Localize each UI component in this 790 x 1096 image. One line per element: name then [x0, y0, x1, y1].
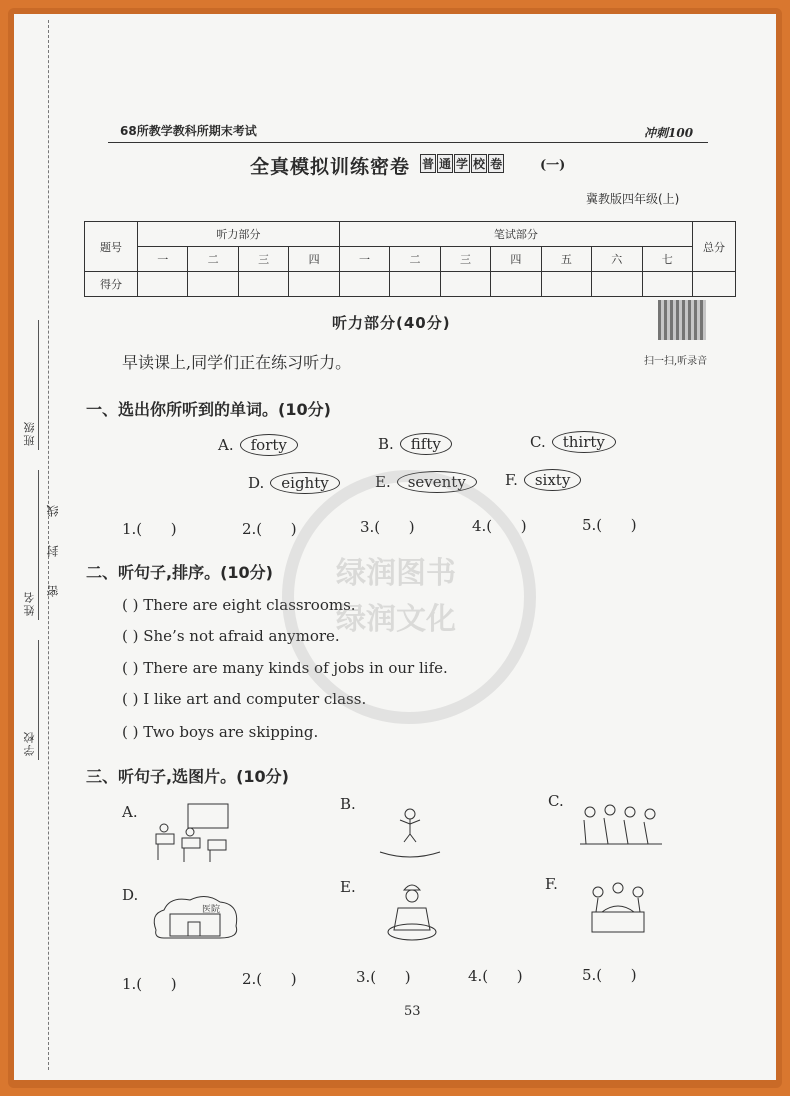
- seal-word: 封: [46, 545, 60, 557]
- score-cell[interactable]: [138, 272, 188, 297]
- col-head: 一: [138, 247, 188, 272]
- title-tag: (一): [540, 158, 566, 173]
- seal-word: 线: [46, 505, 60, 517]
- class-label: 班级: [23, 420, 36, 446]
- score-cell[interactable]: [289, 272, 339, 297]
- ordering-sentence[interactable]: ( ) She’s not afraid anymore.: [122, 627, 340, 645]
- section1-heading: 一、选出你所听到的单词。(10分): [86, 400, 331, 419]
- section3-heading: 三、听句子,选图片。(10分): [86, 767, 289, 786]
- option-letter: D.: [248, 474, 265, 492]
- col-head: 七: [642, 247, 692, 272]
- answer-blank-2[interactable]: 2.( ): [242, 970, 297, 988]
- party-picture[interactable]: [578, 878, 658, 940]
- name-label: 姓名: [23, 590, 36, 616]
- qr-code-icon[interactable]: [658, 300, 706, 340]
- option-letter: F.: [505, 471, 518, 489]
- ordering-sentence[interactable]: ( ) I like art and computer class.: [122, 690, 367, 708]
- total-head: 总分: [693, 222, 736, 272]
- option-word: sixty: [524, 469, 581, 491]
- col-head: 一: [339, 247, 389, 272]
- col-head: 三: [440, 247, 490, 272]
- option-word: thirty: [552, 431, 616, 453]
- score-cell[interactable]: [491, 272, 541, 297]
- option-d[interactable]: [248, 472, 340, 494]
- option-c[interactable]: [530, 431, 616, 453]
- score-table: [84, 221, 736, 297]
- option-b[interactable]: [378, 433, 452, 455]
- title-box: 学: [454, 154, 470, 173]
- score-cell[interactable]: [339, 272, 389, 297]
- name-line: [38, 470, 39, 620]
- col-head: 二: [188, 247, 238, 272]
- answer-blank-5[interactable]: 5.( ): [582, 966, 637, 984]
- title-box: 卷: [488, 154, 504, 173]
- seal-word: 密: [46, 585, 60, 597]
- brand-mark: 冲刺100: [644, 126, 694, 140]
- option-letter: C.: [530, 433, 546, 451]
- answer-blank-4[interactable]: 4.( ): [468, 967, 523, 985]
- picture-label: D.: [122, 886, 139, 904]
- score-cell[interactable]: [642, 272, 692, 297]
- score-cell[interactable]: [390, 272, 440, 297]
- classroom-picture[interactable]: [148, 800, 238, 865]
- picture-label: C.: [548, 792, 564, 810]
- option-a[interactable]: [218, 434, 298, 456]
- picture-label: B.: [340, 795, 356, 813]
- listening-part-head: 听力部分: [138, 222, 340, 247]
- page-number: 53: [404, 1004, 421, 1019]
- col-head: 三: [238, 247, 288, 272]
- skipping-picture[interactable]: [370, 802, 450, 862]
- exam-title: 全真模拟训练密卷: [250, 156, 411, 178]
- col-head: 四: [289, 247, 339, 272]
- answer-blank-5[interactable]: 5.( ): [582, 516, 637, 534]
- option-word: forty: [240, 434, 298, 456]
- ordering-sentence[interactable]: ( ) Two boys are skipping.: [122, 723, 319, 741]
- picture-label: F.: [545, 875, 558, 893]
- answer-blank-1[interactable]: 1.( ): [122, 520, 177, 538]
- answer-blank-1[interactable]: 1.( ): [122, 975, 177, 993]
- col-head: 四: [491, 247, 541, 272]
- score-cell[interactable]: [592, 272, 642, 297]
- answer-blank-3[interactable]: 3.( ): [360, 518, 415, 536]
- series-title: 68所教学教科所期末考试: [120, 124, 257, 138]
- ordering-sentence[interactable]: ( ) There are many kinds of jobs in our life.: [122, 659, 448, 677]
- hospital-picture[interactable]: [150, 890, 242, 945]
- col-head: 六: [592, 247, 642, 272]
- title-box: 校: [471, 154, 487, 173]
- answer-blank-4[interactable]: 4.( ): [472, 517, 527, 535]
- title-box: 通: [437, 154, 453, 173]
- answer-blank-3[interactable]: 3.( ): [356, 968, 411, 986]
- class-line: [38, 320, 39, 450]
- hospital-sign: 医院: [202, 905, 221, 915]
- ordering-sentence[interactable]: ( ) There are eight classrooms.: [122, 596, 356, 614]
- option-f[interactable]: [505, 469, 581, 491]
- picture-label: E.: [340, 878, 356, 896]
- cook-picture[interactable]: [378, 880, 448, 945]
- title-boxes: [420, 154, 504, 173]
- score-cell[interactable]: [188, 272, 238, 297]
- score-cell[interactable]: [693, 272, 736, 297]
- group-picture[interactable]: [576, 800, 666, 855]
- section2-heading: 二、听句子,排序。(10分): [86, 563, 273, 582]
- option-word: seventy: [397, 471, 477, 493]
- score-cell[interactable]: [238, 272, 288, 297]
- score-cell[interactable]: [541, 272, 591, 297]
- title-box: 普: [420, 154, 436, 173]
- qr-caption: 扫一扫,听录音: [644, 356, 708, 367]
- option-word: eighty: [270, 472, 339, 494]
- score-row-head: 得分: [85, 272, 138, 297]
- option-letter: E.: [375, 473, 391, 491]
- option-letter: A.: [218, 436, 234, 454]
- option-word: fifty: [400, 433, 452, 455]
- school-label: 学校: [23, 730, 36, 756]
- question-number-head: 题号: [85, 222, 138, 272]
- option-letter: B.: [378, 435, 394, 453]
- col-head: 五: [541, 247, 591, 272]
- school-line: [38, 640, 39, 760]
- answer-blank-2[interactable]: 2.( ): [242, 520, 297, 538]
- header-rule: [108, 142, 708, 143]
- writing-part-head: 笔试部分: [339, 222, 692, 247]
- watermark-line1: 绿润图书: [336, 556, 456, 591]
- watermark-line2: 绿润文化: [336, 602, 456, 637]
- score-cell[interactable]: [440, 272, 490, 297]
- listening-intro: 早读课上,同学们正在练习听力。: [122, 353, 352, 372]
- picture-label: A.: [122, 803, 138, 821]
- edition-label: 冀教版四年级(上): [586, 192, 680, 206]
- listening-title: 听力部分(40分): [332, 314, 451, 332]
- col-head: 二: [390, 247, 440, 272]
